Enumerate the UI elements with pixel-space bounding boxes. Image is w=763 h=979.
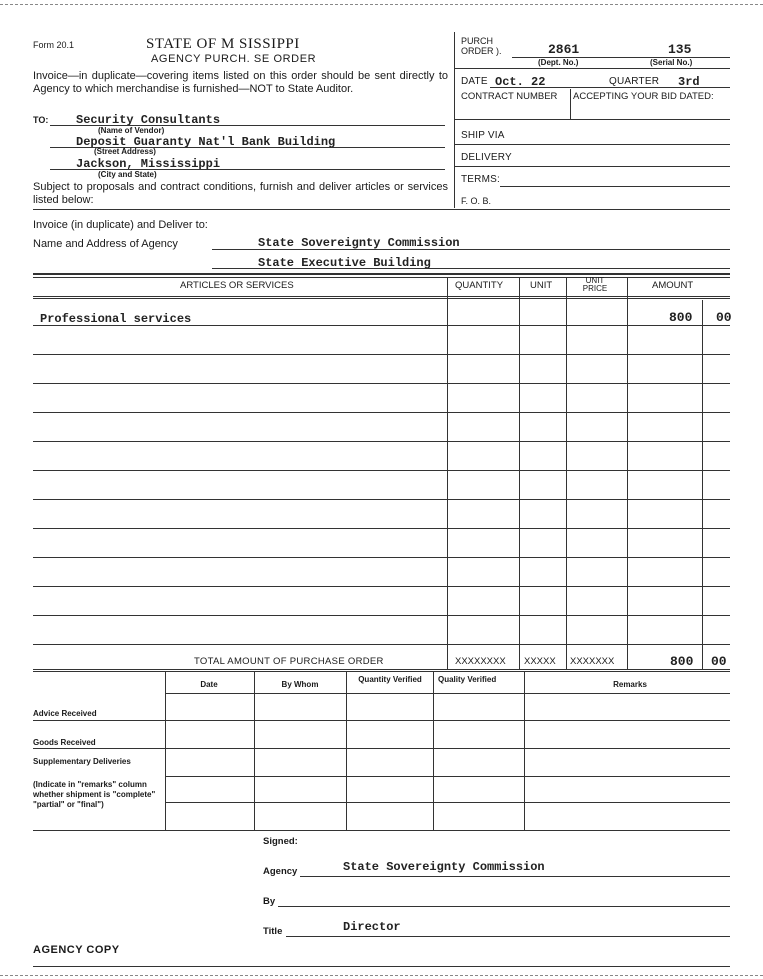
contract-number-label: CONTRACT NUMBER (461, 91, 558, 102)
total-label: TOTAL AMOUNT OF PURCHASE ORDER (194, 656, 384, 667)
quarter-label: QUARTER (609, 76, 660, 87)
subject-text: Subject to proposals and contract conditions, furnish and deliver articles or services listed below: (33, 181, 448, 206)
col-unit-header: UNIT (530, 280, 553, 291)
receipt-col-quality-verified: Quality Verified (438, 675, 497, 684)
vendor-street: Deposit Guaranty Nat'l Bank Building (76, 135, 336, 149)
col-articles-header: ARTICLES OR SERVICES (180, 280, 294, 291)
quarter-value: 3rd (678, 75, 700, 89)
receipt-col-by-whom: By Whom (281, 680, 319, 689)
dept-caption: (Dept. No.) (538, 58, 579, 67)
bottom-edge (0, 975, 763, 976)
city-caption: (City and State) (98, 170, 157, 179)
agency-copy-label: AGENCY COPY (33, 944, 120, 956)
total-amount-dollars: 800 (670, 654, 694, 669)
street-caption: (Street Address) (94, 147, 156, 156)
total-qty-xxx: XXXXXXXX (455, 656, 506, 667)
dept-number: 2861 (548, 42, 580, 57)
sig-title-label: Title (263, 926, 283, 937)
sig-title-value: Director (343, 920, 401, 934)
receipt-col-qty-verified: Quantity Verified (358, 675, 422, 684)
date-value: Oct. 22 (495, 75, 546, 89)
signed-label: Signed: (263, 836, 298, 847)
fob-label: F. O. B. (461, 196, 492, 206)
deliver-agency-address: State Executive Building (258, 256, 431, 270)
serial-number: 135 (668, 42, 692, 57)
accepting-bid-label: ACCEPTING YOUR BID DATED: (573, 91, 714, 102)
invoice-deliver-line: Invoice (in duplicate) and Deliver to: (33, 219, 208, 231)
total-amount-cents: 00 (711, 654, 727, 669)
receipt-col-remarks: Remarks (613, 680, 647, 689)
purchase-order-label: PURCH ORDER ). (461, 36, 502, 56)
item-amount-cents: 00 (716, 310, 732, 325)
agency-name-label: Name and Address of Agency (33, 238, 178, 250)
vendor-city: Jackson, Mississippi (76, 157, 221, 171)
serial-caption: (Serial No.) (650, 58, 693, 67)
sig-agency-label: Agency (263, 866, 298, 877)
row-advice-received: Advice Received (33, 709, 97, 718)
sig-agency-value: State Sovereignty Commission (343, 860, 545, 874)
form-title: STATE OF M SISSIPPI (146, 36, 300, 52)
vendor-name: Security Consultants (76, 113, 221, 127)
total-unit-price-xxx: XXXXXXX (570, 656, 615, 667)
item-amount-dollars: 800 (669, 310, 693, 325)
item-description: Professional services (40, 312, 192, 326)
deliver-agency-name: State Sovereignty Commission (258, 236, 460, 250)
col-amount-header: AMOUNT (652, 280, 694, 291)
row-goods-received: Goods Received (33, 738, 96, 747)
col-unit-price-header: UNIT PRICE (582, 276, 608, 293)
delivery-label: DELIVERY (461, 152, 512, 163)
header-divider (454, 32, 455, 208)
total-unit-xxx: XXXXX (524, 656, 556, 667)
invoice-instructions: Invoice—in duplicate—covering items listed on this order should be sent directly to Agency to which merchandise is furnished—NOT to State Auditor. (33, 70, 448, 95)
terms-label: TERMS: (461, 174, 500, 185)
date-label: DATE (461, 76, 488, 87)
form-number: Form 20.1 (33, 40, 75, 50)
form-subtitle: AGENCY PURCH. SE ORDER (151, 53, 317, 65)
to-label: TO: (33, 115, 49, 125)
row-remarks-note: (Indicate in "remarks" column whether shipment is "complete" "partial" or "final") (33, 780, 156, 809)
ship-via-label: SHIP VIA (461, 130, 505, 141)
sig-by-label: By (263, 896, 276, 907)
row-supplementary-deliveries: Supplementary Deliveries (33, 757, 131, 766)
vendor-name-caption: (Name of Vendor) (98, 126, 165, 135)
receipt-col-date: Date (200, 680, 218, 689)
top-edge (0, 4, 763, 5)
col-quantity-header: QUANTITY (455, 280, 504, 291)
